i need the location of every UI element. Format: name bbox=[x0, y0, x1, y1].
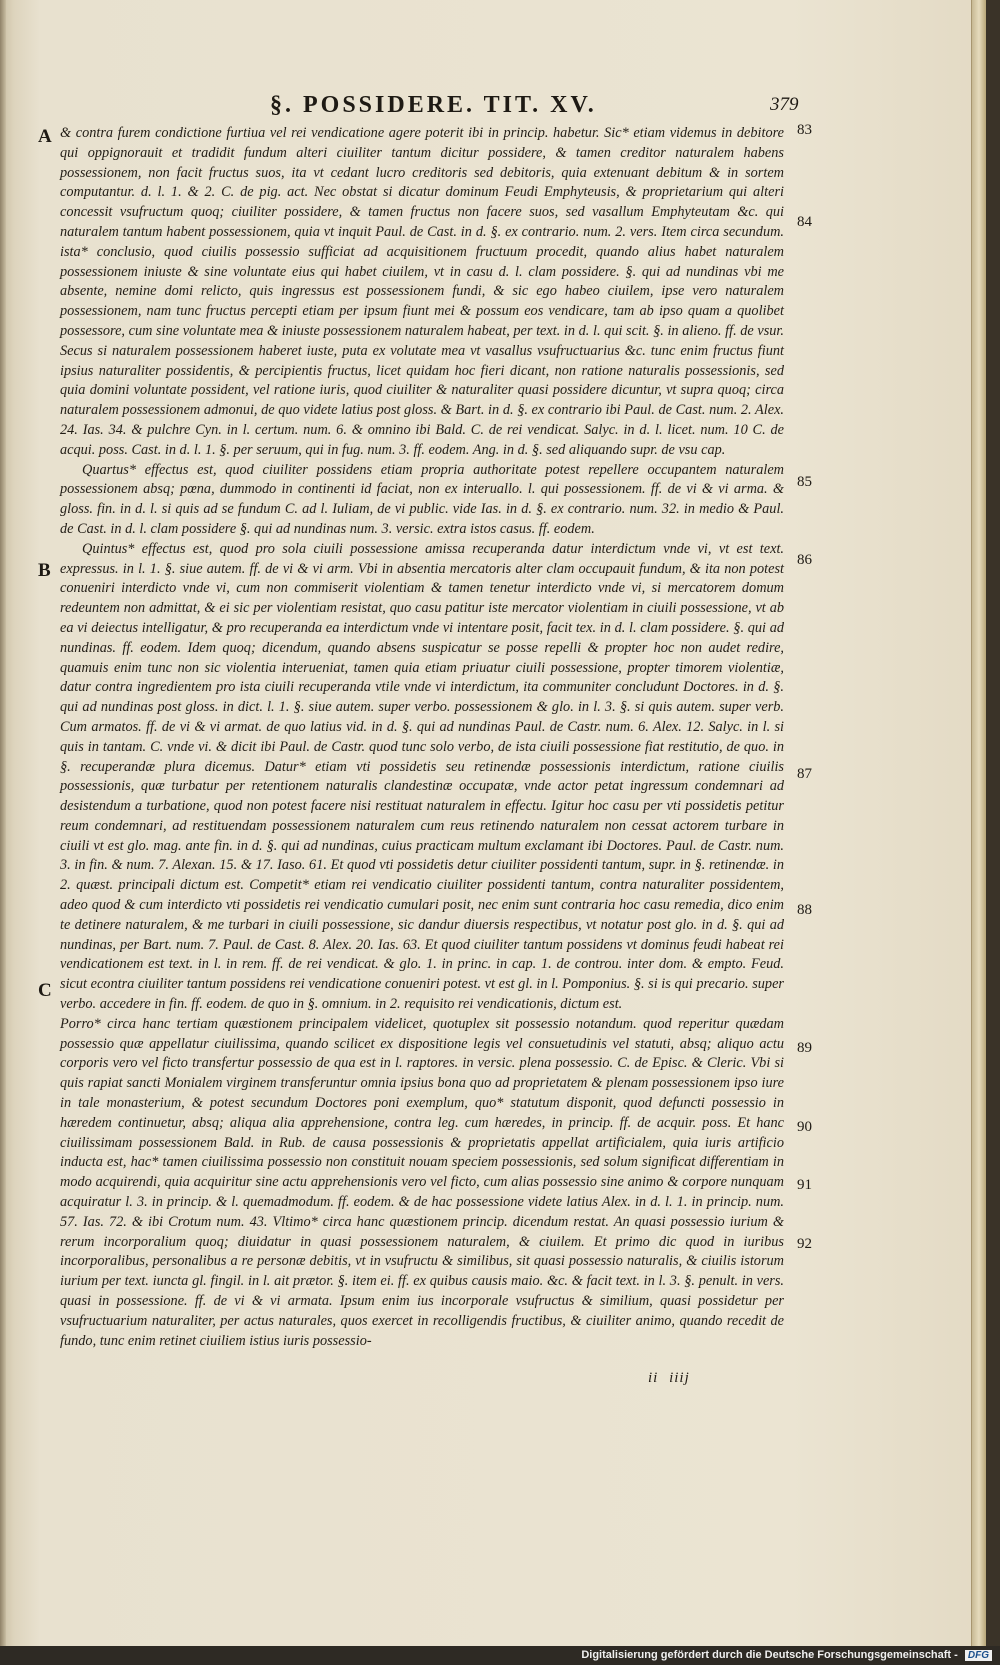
paragraph-3: Quintus* effectus est, quod pro sola ciuili possessione amissa recuperanda datur interdictum vnde vi, vt est text. expressus. in l. 1. §. siue autem. ff. de vi & vi arm. Vbi in absentia mercatoris alter clam occupauit fundum, & ita non potest conueniri interdicto vnde vi, cum non commiserit violentiam & tamen tenetur interdicto vnde vi, si mercatorem domum redeuntem non admittat, & ei sic per violentiam resistat, quo casu patitur iste mercator violentiam in ciuili possessione, vt ab ea vi deiectus intelligatur, & pro recuperanda ea interdictum vnde vi intentare posit, facit tex. in d. l. clam possidere. §. qui ad nundinas. ff. eodem. Idem quoq; dicendum, quando absens suspicatur se posse repelli & propter hoc non audet redire, quamuis enim tunc non sic violentia interueniat, tamen quia etiam priuatur ciuili possessione, propter timorem violentiæ, datur contra ingredientem pro ista ciuili recuperanda vtile vnde vi interdictum, ita communiter concludunt Doctores. in d. §. qui ad nundinas post gloss. in dict. l. 1. §. siue autem. super verbo. possessionem & glo. in l. 3. §. si quis autem. super verb. Cum armatos. ff. de vi & vi armat. de quo latius vid. in d. §. qui ad nundinas Paul. de Castr. num. 6. Alex. 12. Salyc. in l. si quis in tantam. C. vnde vi. & dicit ibi Paul. de Castr. quod tunc solo verbo, de ista ciuili possessione fiat restitutio, de quo. in §. recuperandæ plura dicemus. Datur* etiam vti possidetis seu retinendæ possessionis interdictum, ratione ciuilis possessionis, quæ turbatur per retentionem naturalis clandestinæ occupatæ, vnde actor petat ingressum condemnari ad desistendum a turbatione, quod non potest facere nisi restituat naturalem in effectu. Igitur hoc casu per vti possidetis petitur reum condemnari, ad restituendam possessionem naturalem cum reus retinendo naturalem non cessat actorem turbare in ciuili vt est glo. mag. ante fin. in d. §. qui ad nundinas, cuius practicam multum exclamant ibi Doctores. Paul. de Castr. num. 3. in fin. & num. 7. Alexan. 15. & 17. Iaso. 61. Et quod vti possidetis detur ciuiliter possidenti tantum, supr. in §. retinendæ. in 2. quæst. principali dictum est. Competit* etiam rei vendicatio ciuiliter possidenti tantum, contra naturaliter possidentem, adeo quod & cum interdicto vti possidetis rei vendicatio cumulari posit, nec enim sunt contraria hoc casu remedia, dico enim te detinere naturalem, & me turbari in ciuili possessione, sic dandur diuersis respectibus, vt notatur post glo. in d. §. qui ad nundinas, per Bart. num. 7. Paul. de Cast. 8. Alex. 20. Ias. 63. Et quod ciuiliter tantum possidens vt dominus feudi habeat rei vendicationem est text. in l. in rem. ff. de rei vendicat. & glo. 1. in princ. in cap. 1. de controu. inter dom. & empto. Feud. sicut econtra ciuiliter tantum possidens rei vendicatione conueniri potest. vt est gl. in l. Pomponius. §. si is qui precario. super verbo. accedere in fin. ff. eodem. de quo in §. omnium. in 2. requisito rei vendicationis, dictum est. bbox=[60, 540, 784, 1013]
running-head bbox=[40, 92, 960, 124]
body-text bbox=[60, 124, 784, 1351]
margin-number-85: 85 bbox=[797, 474, 812, 490]
page-number: 379 bbox=[770, 94, 799, 115]
running-head-title: §. POSSIDERE. TIT. XV. bbox=[270, 92, 597, 118]
dfg-logo: DFG bbox=[965, 1650, 992, 1661]
signature-mark: ii iiij bbox=[648, 1370, 690, 1386]
margin-number-90: 90 bbox=[797, 1119, 812, 1135]
section-letter-b: B bbox=[38, 560, 51, 581]
paragraph-2: Quartus* effectus est, quod ciuiliter possidens etiam propria authoritate potest repellere occupantem naturalem possessionem absq; pœna, dummodo in continenti id faciat, non ex interuallo. l. qui possessionem. ff. de vi & vi arma. & gloss. fin. in d. l. si quis ad se fundum C. ad l. Iuliam, de vi public. vide Ias. in d. §. ex contrario. num. 32. in medio & Paul. de Cast. in d. l. clam possidere §. qui ad nundinas num. 3. versic. extra istos casus. ff. eodem. bbox=[60, 461, 784, 537]
paragraph-4: Porro* circa hanc tertiam quæstionem principalem videlicet, quotuplex sit possessio notandum. quod reperitur quædam possessio quæ appellatur ciuilissima, quando scilicet ex dispositione legis vel consuetudinis vel statuti, absq; aliquo actu corporis vero vel ficto transfertur possessio de qua est in l. raptores. in versic. plena possessio. C. de Episc. & Cleric. Vbi si quis rapiat sancti Monialem virginem transferuntur omnia ipsius bona quo ad proprietatem & plenam possessionem ipso iure in tale monasterium, & potest secundum Doctores poni exemplum, quo* statutum disponit, quod defuncti possessio in hæredem continuetur, absq; aliqua alia apprehensione, contra leg. cum hæredes, in princip. ff. de acquir. poss. Et hanc ciuilissimam possessionem Bald. in Rub. de causa possessionis & proprietatis appellat artificialem, quia iuris artificio inducta est, hac* tamen ciuilissima possessio non constituit nouam speciem possessionis, sed solum significat differentiam in modo acquirendi, quia acquiritur sine actu apprehensionis vero vel ficto, cum alias possessio sine animo & corpore nunquam acquiratur l. 3. in princip. & l. quemadmodum. ff. eodem. & de hac possessione videte latius Alex. in d. l. 1. in princip. num. 57. Ias. 72. & ibi Crotum num. 43. Vltimo* circa hanc quæstionem princip. dicendum restat. An quasi possessio iurium & rerum incorporalium quoq; diuidatur in quasi possessionem naturalem, & ciuilem. Et primo dic quod in iuribus incorporalibus, personalibus a re personæ debitis, vt in vsufructu & similibus, sit quasi possessio naturalis, & ciuilis istorum iurium per text. iuncta gl. fingil. in l. ait prætor. §. item ei. ff. ex quibus causis maio. &c. & facit text. in l. 3. §. penult. in vers. quasi in possessione. ff. de vi & vi armata. Ipsum enim ius incorporale vsufructus & similium, quasi possidetur per vsufructuarium naturaliter, per actus naturales, quos exercet in recolligendis fructibus, & ciuiliter animo, quando recedit de fundo, tunc enim retinet ciuiliem istius iuris possessio- bbox=[60, 1015, 784, 1349]
margin-number-84: 84 bbox=[797, 214, 812, 230]
margin-number-89: 89 bbox=[797, 1040, 812, 1056]
margin-number-86: 86 bbox=[797, 552, 812, 568]
page-edge bbox=[971, 0, 986, 1646]
footer-credit-text: Digitalisierung gefördert durch die Deutsche Forschungsgemeinschaft - bbox=[581, 1649, 958, 1661]
footer-credit bbox=[581, 1649, 992, 1661]
margin-number-87: 87 bbox=[797, 766, 812, 782]
margin-number-83: 83 bbox=[797, 122, 812, 138]
margin-number-91: 91 bbox=[797, 1177, 812, 1193]
section-letter-c: C bbox=[38, 980, 52, 1001]
margin-number-88: 88 bbox=[797, 902, 812, 918]
paragraph-1: & contra furem condictione furtiua vel rei vendicatione agere poterit ibi in princip. habetur. Sic* etiam videmus in debitore qui oppignorauit et tradidit fundum alteri ciuiliter tantum dicitur possidere, & tamen creditor naturalem habens possessionem, non facit fructus suos, ita vt cedant lucro creditoris sed debitoris, quia extenuant debitum & in sortem computantur. d. l. 1. & 2. C. de pig. act. Nec obstat si dicatur dominum Feudi Emphyteusis, & proprietarium qui alteri concessit vsufructum quoq; ciuiliter possidere, & tamen fructus non facere suos, sed vasallum Emphyteutam &c. qui naturalem tantum habent possessionem, quia vt inquit Paul. de Cast. in d. §. ex contrario. num. 2. vers. Item circa secundum. ista* conclusio, quod ciuilis possessio sufficiat ad acquisitionem fructuum procedit, quando alius habet naturalem possessionem iniuste & sine voluntate eius qui habet ciuilem, vt in casu d. l. clam possidere. §. qui ad nundinas vbi me absente, nemine domi relicto, quis ingressus est possessionem fundi, & sic ego habeo ciuilem, ipse vero naturalem possessionem, nam tunc fructus percepti etiam per ipsum fiunt mei & possum eos vendicare, tam ab ipso quam a quolibet possessore, cum sine voluntate mea & iniuste possessionem naturalem habeat, per text. in d. l. qui scit. §. in alieno. ff. de vsur. Secus si naturalem possessionem haberet iuste, puta ex volutate mea vt vasallus vsufructuarius &c. tunc enim fructus fiunt ipsius naturaliter possidentis, & percipientis fructus, licet quidam hoc fieri dicant, non ratione naturalis possessionis, sed quia domini voluntate possident, vel ratione iuris, quod ciuiliter & naturaliter quasi possidere dicuntur, vt supra quoq; circa naturalem possessionem admonui, de quo videte latius post gloss. & Bart. in d. §. ex contrario ibi Paul. de Cast. num. 2. Alex. 24. Ias. 34. & pulchre Cyn. in l. certum. num. 6. & omnino ibi Bald. C. de rei vendicat. Salyc. in d. l. licet. num. 10 C. de acqui. poss. Cast. in d. l. 1. §. per seruum, qui in fug. num. 3. ff. eodem. Ang. in d. §. sed aliquando supr. de vsu cap. bbox=[60, 125, 784, 458]
section-letter-a: A bbox=[38, 126, 52, 147]
margin-number-92: 92 bbox=[797, 1236, 812, 1252]
binding-edge bbox=[0, 0, 6, 1646]
